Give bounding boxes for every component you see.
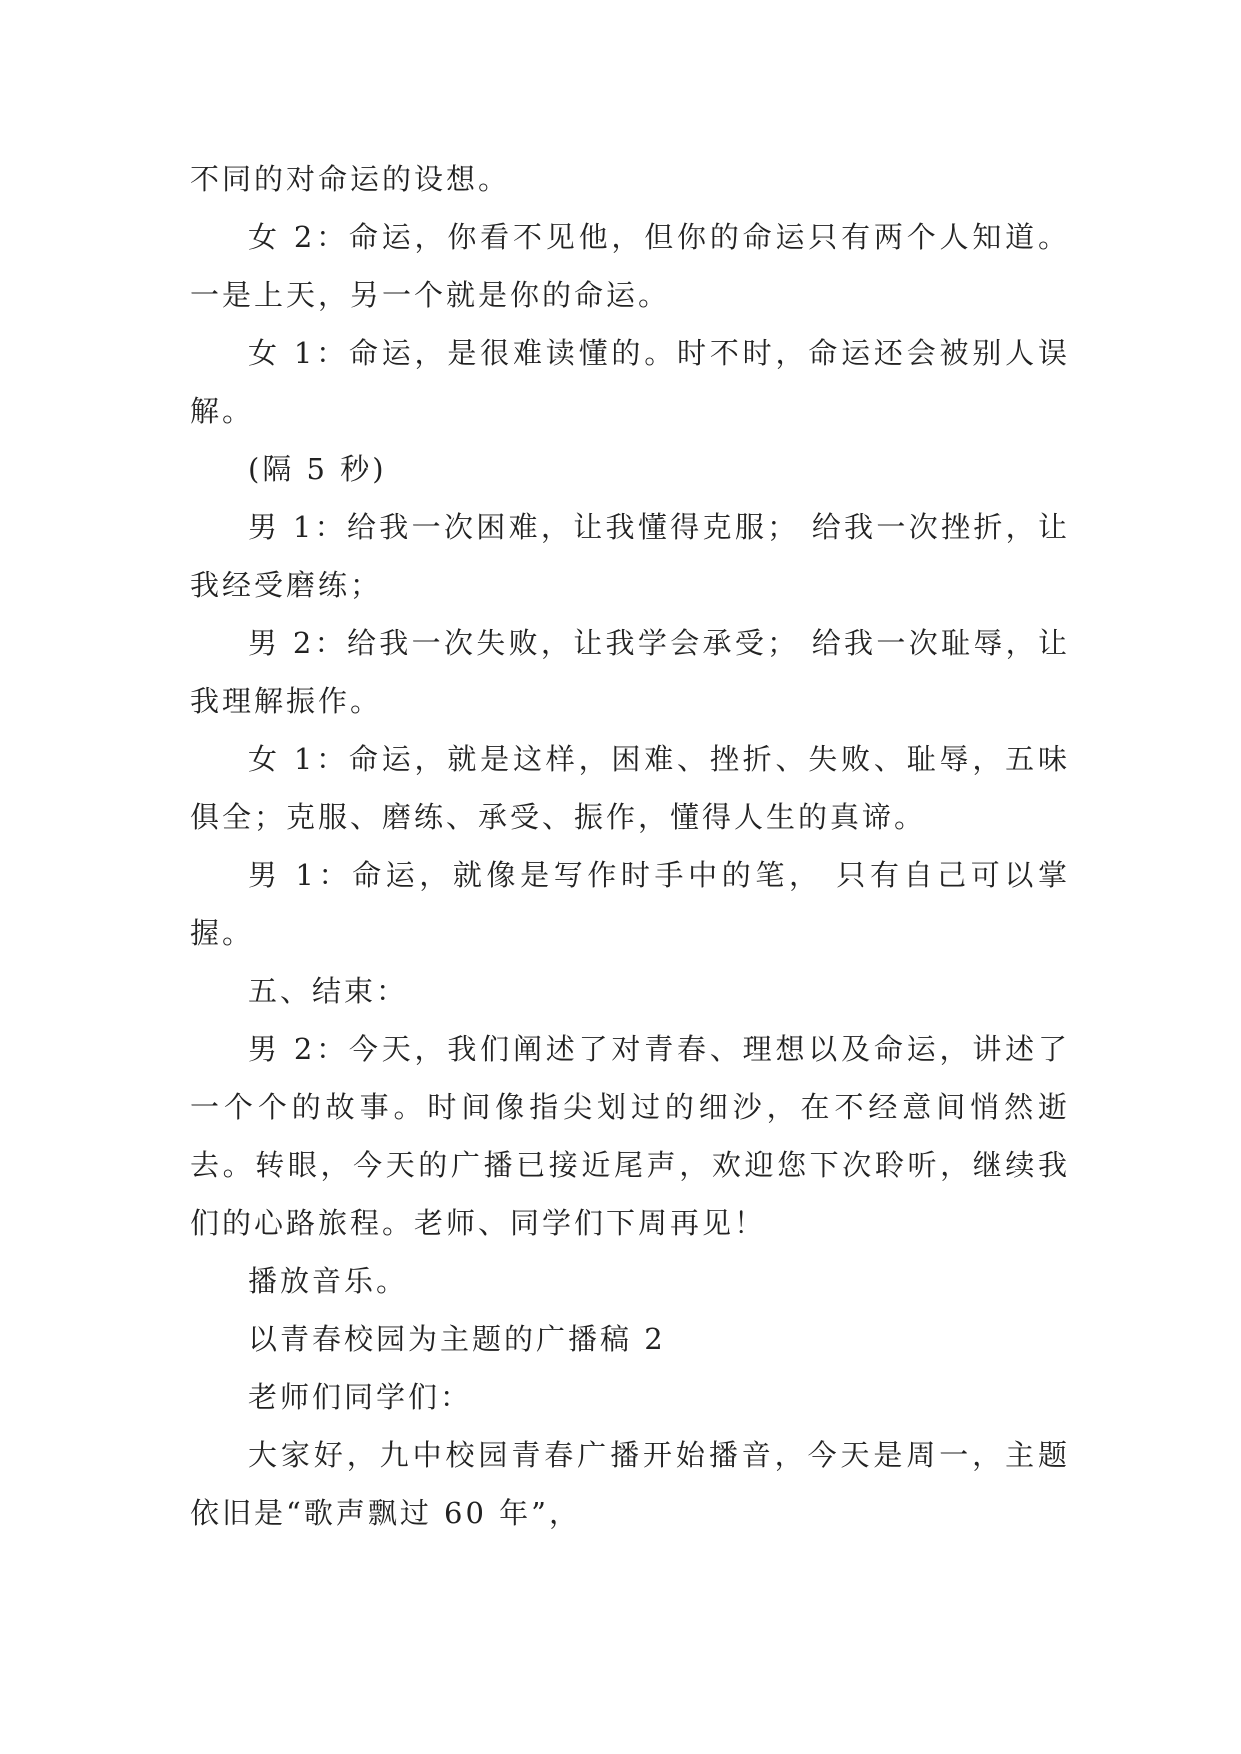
paragraph-4: (隔 5 秒): [248, 452, 387, 486]
document-body: [190, 150, 1070, 1542]
paragraph-1: 不同的对命运的设想。: [190, 162, 511, 196]
paragraph-14: 大家好，九中校园青春广播开始播音，今天是周一，主题依旧是“歌声飘过 60 年”，: [190, 1438, 1070, 1530]
greeting: 老师们同学们：: [248, 1380, 473, 1414]
paragraph-3: 女 1：命运，是很难读懂的。时不时，命运还会被别人误解。: [190, 336, 1070, 428]
paragraph-2: 女 2：命运，你看不见他，但你的命运只有两个人知道。一是上天，另一个就是你的命运。: [190, 220, 1070, 312]
paragraph-6: 男 2：给我一次失败，让我学会承受； 给我一次耻辱，让我理解振作。: [190, 626, 1070, 718]
paragraph-5: 男 1：给我一次困难，让我懂得克服； 给我一次挫折，让我经受磨练；: [190, 510, 1070, 602]
script-title: 以青春校园为主题的广播稿 2: [248, 1322, 666, 1356]
paragraph-11: 播放音乐。: [248, 1264, 409, 1298]
paragraph-7: 女 1：命运，就是这样，困难、挫折、失败、耻辱，五味俱全；克服、磨练、承受、振作，懂得人生的真谛。: [190, 742, 1070, 834]
section-heading: 五、结束：: [248, 974, 409, 1008]
paragraph-8: 男 1：命运，就像是写作时手中的笔， 只有自己可以掌握。: [190, 858, 1070, 950]
paragraph-10: 男 2：今天，我们阐述了对青春、理想以及命运，讲述了一个个的故事。时间像指尖划过的细沙，在不经意间悄然逝去。转眼，今天的广播已接近尾声，欢迎您下次聆听，继续我们的心路旅程。老师、同学们下周再见！: [190, 1032, 1070, 1240]
